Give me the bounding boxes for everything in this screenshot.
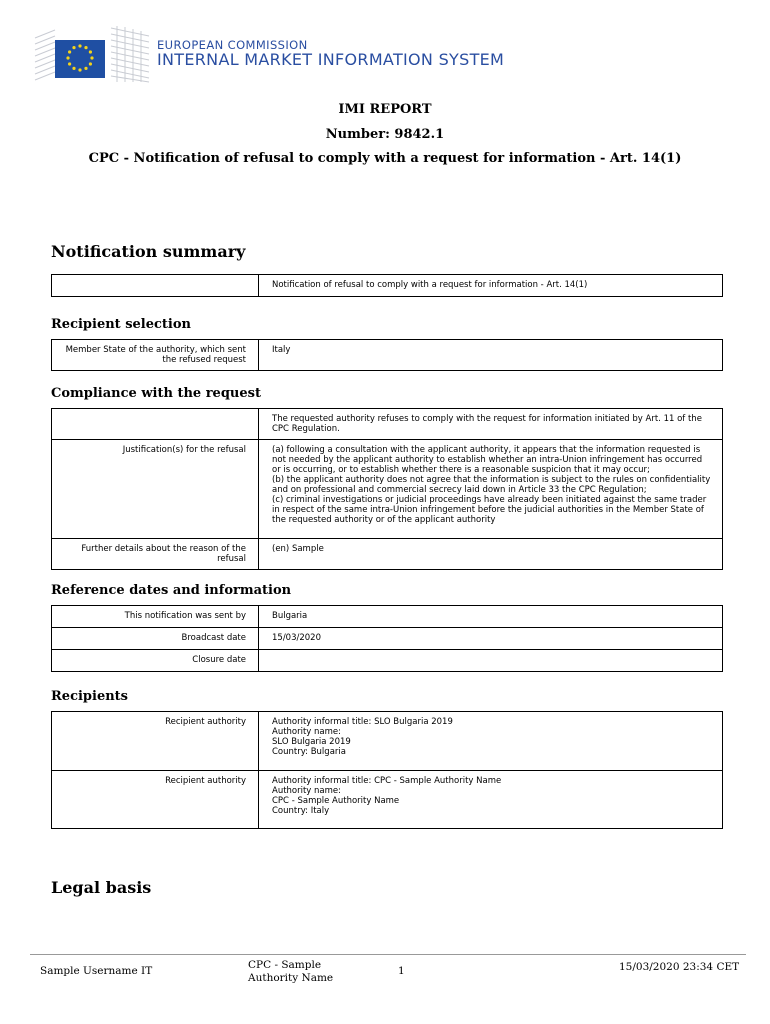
recipients-table	[51, 711, 723, 829]
recipient-name: CPC - Sample Authority Name	[272, 796, 400, 806]
report-heading: IMI REPORT	[338, 102, 432, 117]
recipient-authority-label: Recipient authority	[52, 712, 259, 771]
justification-c: (c) criminal investigations or judicial proceedings have already been initiated against the same trader in respect of the same intra-Union infringement before the judicial authorities in the Member State of the requested authority or of the applicant authority	[272, 495, 707, 525]
sent-by-label: This notification was sent by	[52, 606, 259, 628]
footer-divider	[30, 954, 746, 955]
empty-label-cell	[52, 409, 259, 440]
footer-datetime: 15/03/2020 23:34 CET	[619, 961, 740, 973]
section-title-recipient-selection: Recipient selection	[51, 317, 191, 332]
footer-authority-line1: CPC - Sample	[248, 959, 322, 971]
recipient-authority-details	[259, 712, 723, 771]
table-row	[52, 606, 723, 628]
recipient-authority-label: Recipient authority	[52, 771, 259, 829]
justification-b: (b) the applicant authority does not agree that the information is subject to the rules on confidentiality and on professional and commercial secrecy laid down in Article 33 the CPC Regulation;	[272, 475, 711, 495]
ec-logo	[33, 22, 151, 84]
justification-label: Justification(s) for the refusal	[52, 440, 259, 539]
closure-date-value	[259, 650, 723, 672]
footer-page-number: 1	[398, 965, 405, 977]
recipient-name-label: Authority name:	[272, 786, 342, 796]
member-state-value: Italy	[259, 340, 723, 371]
reference-table	[51, 605, 723, 672]
table-row	[52, 340, 723, 371]
recipient-name-label: Authority name:	[272, 727, 342, 737]
table-row	[52, 409, 723, 440]
closure-date-label: Closure date	[52, 650, 259, 672]
further-details-label: Further details about the reason of the refusal	[52, 539, 259, 570]
section-title-recipients: Recipients	[51, 689, 129, 704]
recipient-name: SLO Bulgaria 2019	[272, 737, 351, 747]
section-title-notification-summary: Notification summary	[51, 242, 246, 261]
footer-authority	[248, 959, 333, 985]
table-row	[52, 275, 723, 297]
compliance-intro: The requested authority refuses to comply with the request for information initiated by Art. 11 of the CPC Regulation.	[259, 409, 723, 440]
section-title-reference: Reference dates and information	[51, 583, 292, 598]
table-row	[52, 539, 723, 570]
org-name: EUROPEAN COMMISSION	[157, 38, 308, 52]
recipient-authority-details	[259, 771, 723, 829]
member-state-label: Member State of the authority, which sent the refused request	[52, 340, 259, 371]
compliance-table	[51, 408, 723, 570]
table-row	[52, 440, 723, 539]
justification-a: (a) following a consultation with the applicant authority, it appears that the information requested is not needed by the applicant authority to establish whether an intra-Union infringement has occurred or is occurring, or to establish whether there is a reasonable suspicion that it may occur;	[272, 445, 703, 475]
footer-username: Sample Username IT	[40, 965, 153, 977]
table-row	[52, 628, 723, 650]
report-subtitle: CPC - Notification of refusal to comply with a request for information - Art. 14(1)	[88, 151, 682, 166]
table-row	[52, 712, 723, 771]
footer-authority-line2: Authority Name	[248, 972, 334, 984]
further-details-value: (en) Sample	[259, 539, 723, 570]
recipient-informal-title: Authority informal title: SLO Bulgaria 2019	[272, 717, 453, 727]
broadcast-date-label: Broadcast date	[52, 628, 259, 650]
report-number: Number: 9842.1	[325, 127, 445, 142]
section-title-compliance: Compliance with the request	[51, 386, 261, 401]
recipient-country: Country: Italy	[272, 806, 330, 816]
empty-label-cell	[52, 275, 259, 297]
table-row	[52, 650, 723, 672]
sent-by-value: Bulgaria	[259, 606, 723, 628]
recipient-informal-title: Authority informal title: CPC - Sample Authority Name	[272, 776, 502, 786]
recipient-country: Country: Bulgaria	[272, 747, 346, 757]
section-title-legal-basis: Legal basis	[51, 878, 152, 897]
notification-summary-table	[51, 274, 723, 297]
broadcast-date-value: 15/03/2020	[259, 628, 723, 650]
system-name: INTERNAL MARKET INFORMATION SYSTEM	[157, 50, 505, 69]
notification-type-value: Notification of refusal to comply with a request for information - Art. 14(1)	[259, 275, 723, 297]
justification-list	[259, 440, 723, 539]
ec-building-logo-icon	[33, 22, 151, 84]
table-row	[52, 771, 723, 829]
recipient-selection-table	[51, 339, 723, 371]
